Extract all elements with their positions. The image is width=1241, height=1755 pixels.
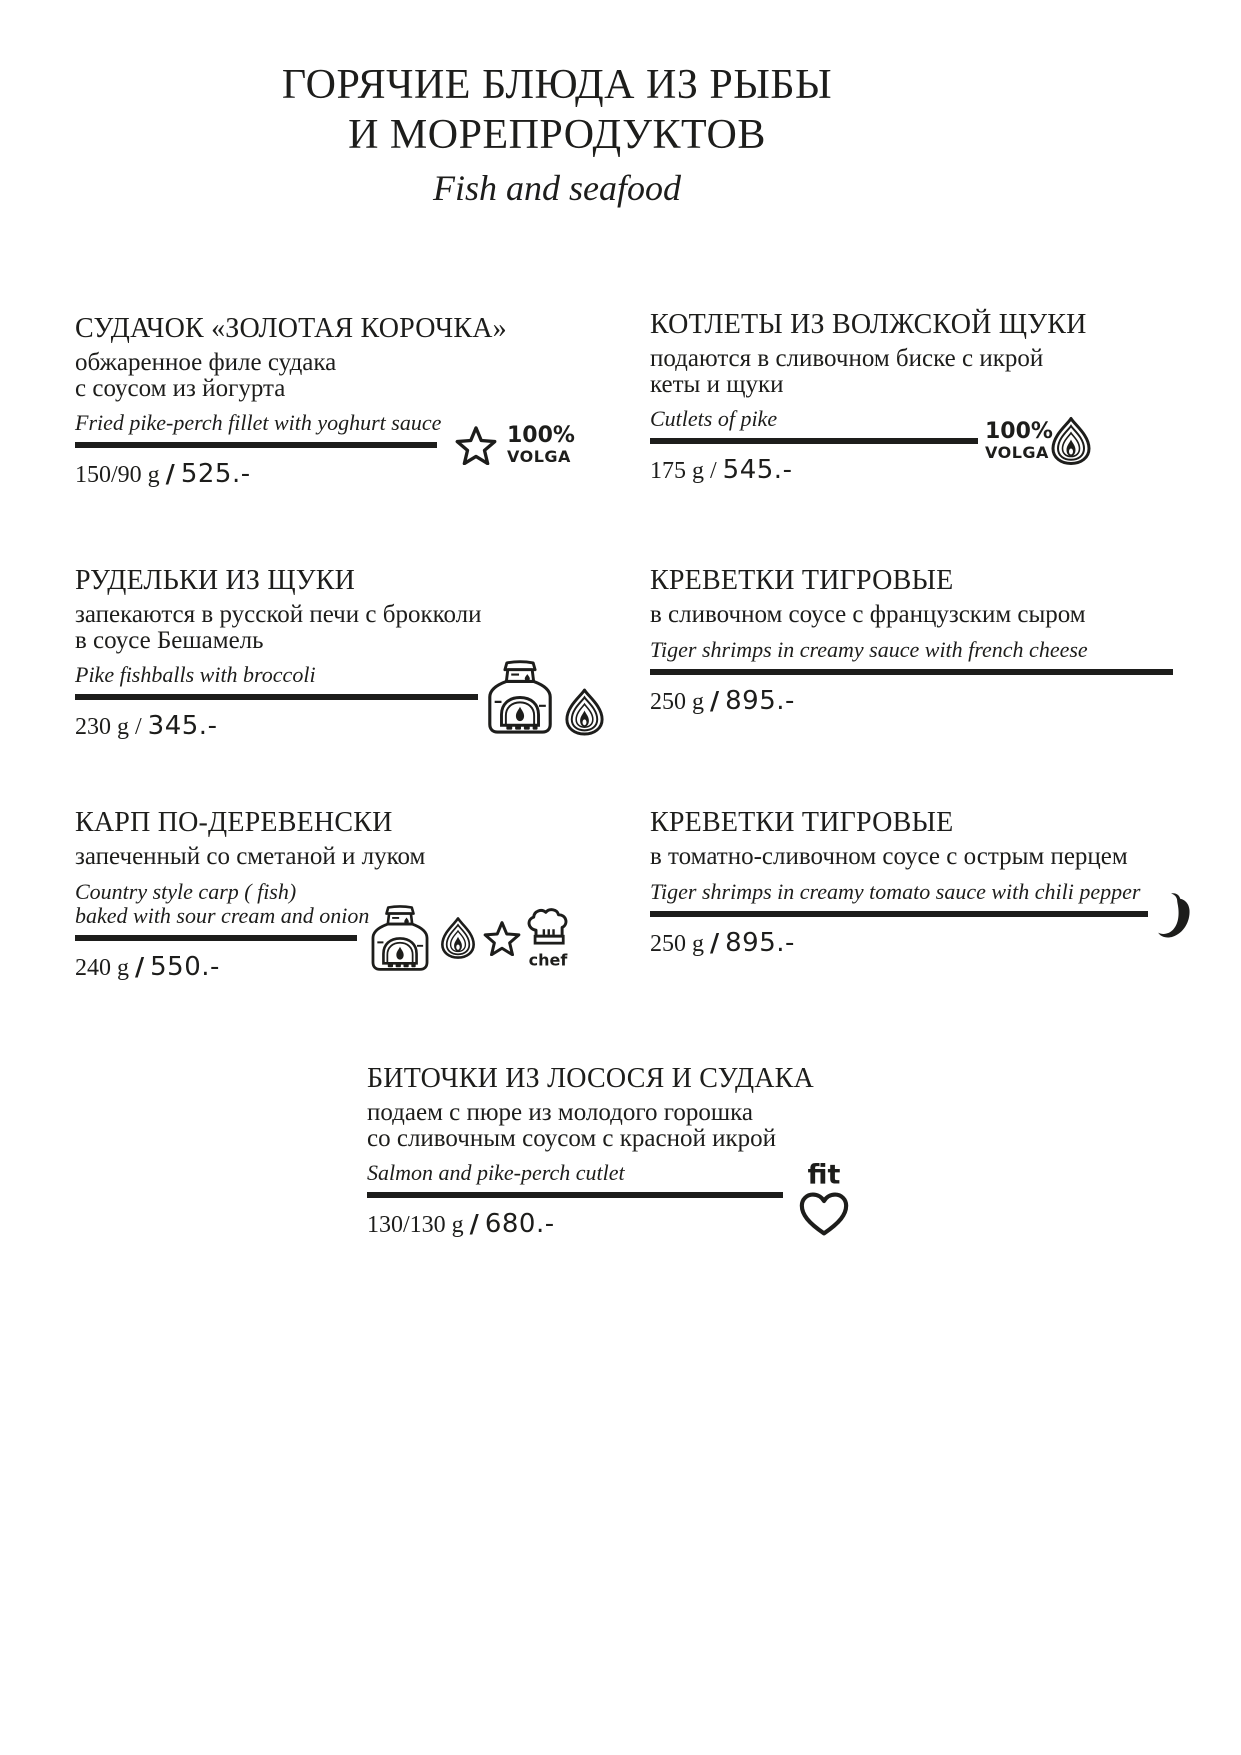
dish-price: 525.- bbox=[180, 459, 251, 489]
dish-desc-line: в соусе Бешамель bbox=[75, 626, 264, 654]
dish-en-line: Salmon and pike-perch cutlet bbox=[367, 1160, 625, 1185]
dish-desc-line: подаем с пюре из молодого горошка bbox=[367, 1099, 753, 1126]
dish-name: СУДАЧОК «ЗОЛОТАЯ КОРОЧКА» bbox=[75, 313, 507, 344]
dish-weight: 240 g bbox=[75, 954, 129, 981]
dish-desc-line: в томатно-сливочном соусе с острым перцем bbox=[650, 843, 1128, 870]
dish-en-line: Country style carp ( fish) bbox=[75, 878, 297, 904]
volga-100-label bbox=[507, 425, 575, 465]
dish-weight: 230 g bbox=[75, 714, 129, 740]
price-slash: / bbox=[469, 1209, 479, 1238]
chili-pepper-icon bbox=[1155, 890, 1197, 940]
price-slash: / bbox=[710, 685, 720, 715]
dish-en-line: Fried pike-perch fillet with yoghurt sauce bbox=[75, 410, 442, 435]
dish-name: КАРП ПО-ДЕРЕВЕНСКИ bbox=[75, 807, 393, 838]
price-slash: / bbox=[165, 459, 175, 488]
dish-weight: 130/130 g bbox=[367, 1212, 464, 1238]
dish-weight: 250 g bbox=[650, 930, 704, 957]
dish-name: БИТОЧКИ ИЗ ЛОСОСЯ И СУДАКА bbox=[367, 1063, 814, 1094]
dish-price: 550.- bbox=[150, 951, 220, 982]
separator-rule bbox=[650, 438, 978, 444]
russian-oven-icon bbox=[482, 658, 558, 736]
separator-rule bbox=[367, 1192, 783, 1198]
fit-heart-icon bbox=[795, 1159, 853, 1243]
dish-desc-line: кеты и щуки bbox=[650, 370, 784, 398]
menu-title-line2: И МОРЕПРОДУКТОВ bbox=[348, 112, 766, 158]
separator-and-badges bbox=[75, 423, 615, 466]
separator-rule bbox=[75, 694, 478, 700]
dish-name: КРЕВЕТКИ ТИГРОВЫЕ bbox=[650, 807, 954, 838]
dish-en-line: Cutlets of pike bbox=[650, 406, 778, 431]
dish-desc-line: со сливочным соусом с красной икрой bbox=[367, 1124, 777, 1152]
dish-desc-line: подаются в сливочном биске с икрой bbox=[650, 345, 1044, 372]
dish-desc-line: в сливочном соусе с французским сыром bbox=[650, 601, 1086, 628]
dish-price-line bbox=[650, 928, 1190, 958]
dish-description-en bbox=[650, 880, 1190, 904]
dish-name: КРЕВЕТКИ ТИГРОВЫЕ bbox=[650, 565, 954, 596]
separator-rule bbox=[650, 911, 1148, 917]
star-icon bbox=[483, 920, 521, 956]
price-slash: / bbox=[710, 927, 720, 957]
separator-rule bbox=[650, 669, 1173, 675]
dish-card bbox=[75, 808, 615, 982]
separator-rule bbox=[75, 442, 437, 448]
separator-and-badges bbox=[650, 419, 1190, 462]
dish-price: 895.- bbox=[725, 685, 795, 716]
volga-percent-label: 100% bbox=[985, 419, 1053, 444]
dish-description bbox=[650, 346, 1190, 397]
volga-name-label: VOLGA bbox=[985, 443, 1049, 462]
price-slash: / bbox=[135, 951, 145, 981]
dish-weight: 250 g bbox=[650, 688, 704, 715]
dish-desc-line: обжаренное филе судака bbox=[75, 349, 337, 376]
dish-card bbox=[650, 808, 1190, 958]
dish-price: 345.- bbox=[147, 711, 218, 741]
price-slash: / bbox=[710, 458, 717, 484]
dish-desc-line: запекаются в русской печи с брокколи bbox=[75, 601, 482, 628]
dish-description bbox=[650, 602, 1190, 628]
dish-description bbox=[75, 602, 615, 653]
dish-price-line bbox=[650, 455, 1190, 485]
russian-oven-icon bbox=[366, 903, 434, 973]
volga-percent-label: 100% bbox=[507, 423, 575, 448]
dish-price: 680.- bbox=[484, 1209, 555, 1239]
flame-icon bbox=[1048, 416, 1094, 466]
dish-en-line: Tiger shrimps in creamy sauce with french cheese bbox=[650, 636, 1088, 662]
heart-icon bbox=[797, 1190, 851, 1238]
fit-label: fit bbox=[807, 1159, 841, 1191]
dish-desc-line: с соусом из йогурта bbox=[75, 374, 286, 402]
dish-desc-line: запеченный со сметаной и луком bbox=[75, 843, 426, 870]
dish-card bbox=[75, 314, 615, 489]
dish-description-en bbox=[650, 638, 1190, 662]
dish-card bbox=[367, 1064, 907, 1239]
dish-card bbox=[75, 566, 615, 741]
dish-price: 545.- bbox=[722, 455, 793, 485]
dish-description bbox=[650, 844, 1190, 870]
dish-weight: 175 g bbox=[650, 458, 704, 484]
dish-card bbox=[650, 566, 1190, 716]
dish-card bbox=[650, 310, 1190, 485]
price-slash: / bbox=[135, 714, 142, 740]
dish-description-en bbox=[650, 407, 1190, 431]
dish-en-line: Pike fishballs with broccoli bbox=[75, 662, 316, 687]
dish-price-line bbox=[650, 686, 1190, 716]
separator-and-badges bbox=[650, 911, 1190, 917]
menu-title bbox=[0, 60, 1114, 160]
dish-description bbox=[75, 350, 615, 401]
dish-weight: 150/90 g bbox=[75, 462, 160, 488]
menu-title-line1: ГОРЯЧИЕ БЛЮДА ИЗ РЫБЫ bbox=[281, 62, 833, 108]
volga-100-label bbox=[985, 421, 1053, 461]
separator-and-badges bbox=[75, 694, 615, 700]
dish-description bbox=[75, 844, 615, 870]
dish-name: КОТЛЕТЫ ИЗ ВОЛЖСКОЙ ЩУКИ bbox=[650, 309, 1087, 340]
separator-and-badges bbox=[650, 669, 1190, 675]
chef-hat-icon bbox=[523, 907, 573, 968]
star-icon bbox=[455, 425, 497, 465]
chef-label: chef bbox=[528, 950, 568, 969]
menu-subtitle-en: Fish and seafood bbox=[433, 168, 681, 208]
chef-hat-glyph bbox=[524, 907, 572, 946]
volga-name-label: VOLGA bbox=[507, 447, 571, 466]
dish-price: 895.- bbox=[725, 927, 795, 958]
flame-icon bbox=[562, 688, 607, 737]
dish-name: РУДЕЛЬКИ ИЗ ЩУКИ bbox=[75, 565, 356, 596]
flame-icon bbox=[438, 916, 478, 960]
dish-description bbox=[367, 1100, 907, 1151]
dish-en-line: baked with sour cream and onion bbox=[75, 902, 370, 928]
separator-rule bbox=[75, 935, 357, 941]
dish-en-line: Tiger shrimps in creamy tomato sauce with chili pepper bbox=[650, 878, 1141, 904]
menu-header bbox=[0, 60, 1114, 210]
